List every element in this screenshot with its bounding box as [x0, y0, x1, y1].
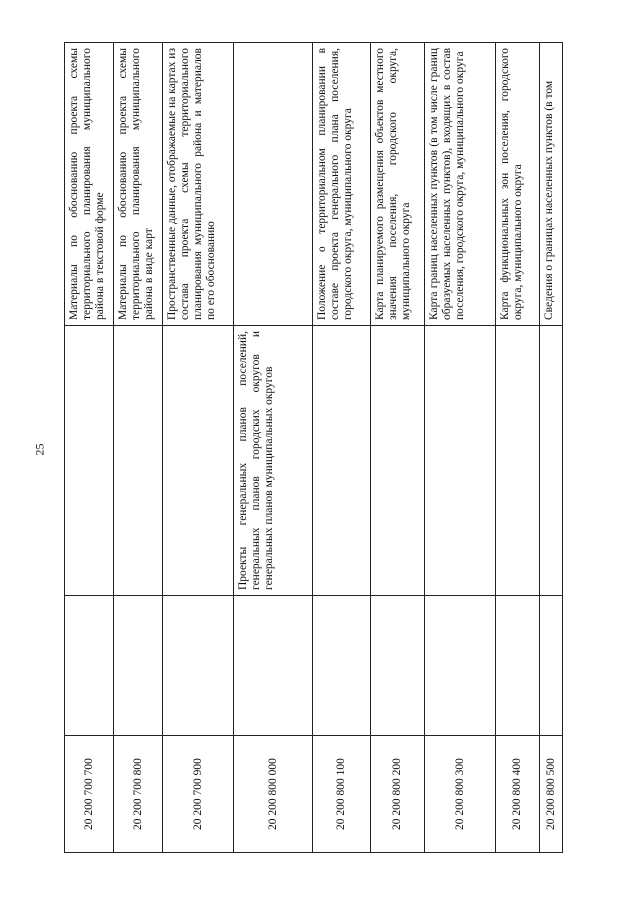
code-cell: 20 200 700 800: [114, 736, 163, 853]
group-cell: [371, 326, 425, 596]
group-cell: [163, 326, 234, 596]
description-cell: Материалы по обоснованию проекта схемы территориального планирования муниципального района в виде карт: [114, 43, 163, 326]
description-cell: Карта границ населенных пунктов (в том числе границ образуемых населенных пунктов), входящих в состав поселения, городского округа, муниципального округа: [425, 43, 496, 326]
description-cell: [234, 43, 313, 326]
empty-cell: [371, 596, 425, 736]
group-cell: [496, 326, 540, 596]
group-cell: [425, 326, 496, 596]
group-cell: [114, 326, 163, 596]
code-cell: 20 200 800 500: [540, 736, 563, 853]
code-cell: 20 200 800 100: [313, 736, 371, 853]
group-cell: [313, 326, 371, 596]
code-cell: 20 200 700 900: [163, 736, 234, 853]
table-row: [496, 43, 540, 853]
table-row: [371, 43, 425, 853]
group-cell: [65, 326, 114, 596]
table-row: [114, 43, 163, 853]
empty-cell: [496, 596, 540, 736]
description-cell: Материалы по обоснованию проекта схемы территориального планирования муниципального района в текстовой форме: [65, 43, 114, 326]
description-cell: Сведения о границах населенных пунктов (в том: [540, 43, 563, 326]
empty-cell: [65, 596, 114, 736]
code-cell: 20 200 800 400: [496, 736, 540, 853]
empty-cell: [313, 596, 371, 736]
page-number: 25: [32, 443, 47, 456]
classifier-table: [64, 42, 563, 853]
empty-cell: [540, 596, 563, 736]
group-cell: [540, 326, 563, 596]
description-cell: Карта планируемого размещения объектов местного значения поселения, городского округа, муниципального округа: [371, 43, 425, 326]
description-cell: Положение о территориальном планировании в составе проекта генерального плана поселения, городского округа, муниципального округа: [313, 43, 371, 326]
table-row: [540, 43, 563, 853]
table-row: [425, 43, 496, 853]
empty-cell: [163, 596, 234, 736]
code-cell: 20 200 800 200: [371, 736, 425, 853]
group-cell: Проекты генеральных планов поселений, генеральных планов городских округов и генеральных планов муниципальных округов: [234, 326, 313, 596]
code-cell: 20 200 700 700: [65, 736, 114, 853]
code-cell: 20 200 800 300: [425, 736, 496, 853]
description-cell: Пространственные данные, отображаемые на картах из состава проекта схемы территориального планирования муниципального района и материалов по его обоснованию: [163, 43, 234, 326]
code-cell: 20 200 800 000: [234, 736, 313, 853]
table-row: [65, 43, 114, 853]
table-row: [234, 43, 313, 853]
empty-cell: [114, 596, 163, 736]
description-cell: Карта функциональных зон поселения, городского округа, муниципального округа: [496, 43, 540, 326]
table-row: [313, 43, 371, 853]
empty-cell: [425, 596, 496, 736]
rotated-table-frame: [64, 43, 562, 853]
table-row: [163, 43, 234, 853]
empty-cell: [234, 596, 313, 736]
